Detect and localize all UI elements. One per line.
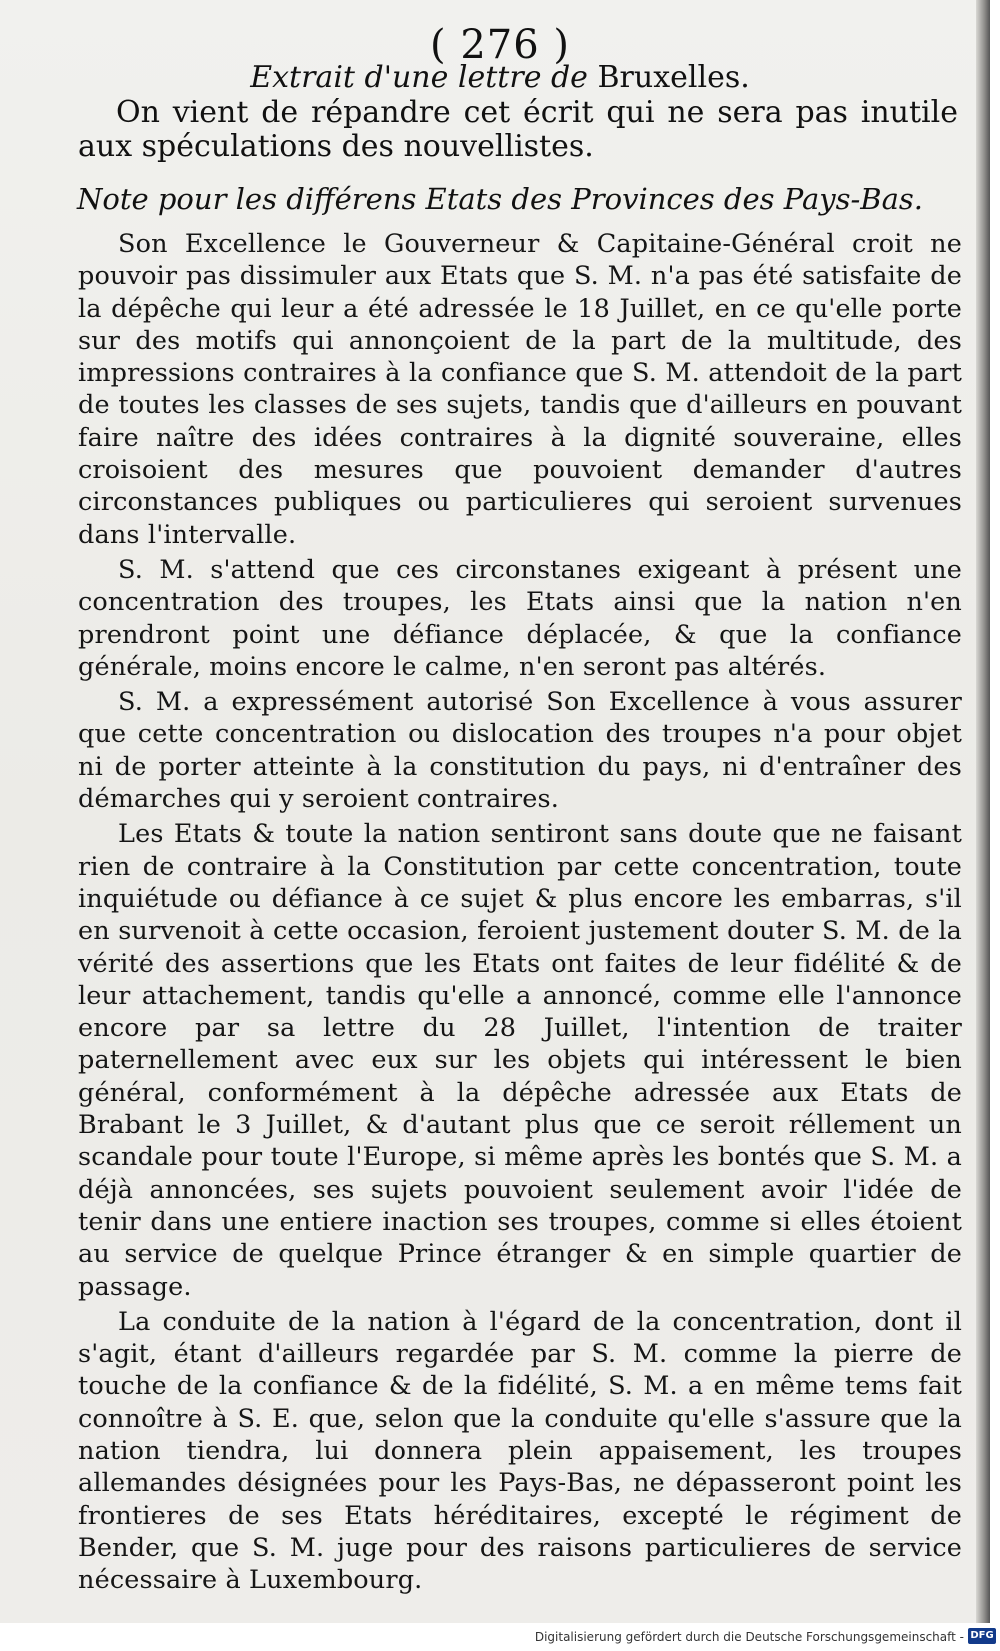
header-place: Bruxelles. xyxy=(597,60,750,95)
paragraph: S. M. a expressément autorisé Son Excellence à vous assurer que cette concentration ou dislocation des troupes n'a pour objet ni de porter atteinte à la constitution du pays, ni d'entraîner des démarches qui y seroient contraires. xyxy=(78,687,962,815)
note-body xyxy=(78,228,962,1599)
paragraph: Les Etats & toute la nation sentiront sans doute que ne faisant rien de contraire à la Constitution par cette concentration, toute inquiétude ou défiance à ce sujet & plus encore les embarras, s'il en survenoit à cette occasion, feroient justement douter S. M. de la vérité des assertions que les Etats ont faites de leur fidélité & de leur attachement, tandis qu'elle a annoncé, comme elle l'annonce encore par sa lettre du 28 Juillet, l'intention de traiter paternellement avec eux sur les objets qui intéressent le bien général, conformément à la dépêche adressée aux Etats de Brabant le 3 Juillet, & d'autant plus que ce seroit réllement un scandale pour toute l'Europe, si même après les bontés que S. M. a déjà annoncées, ses sujets pouvoient seulement avoir l'idée de tenir dans une entiere inaction ses troupes, comme si elles étoient au service de quelque Prince étranger & en simple quartier de passage. xyxy=(78,819,962,1302)
note-title: Note pour les différens Etats des Provinces des Pays-Bas. xyxy=(77,182,923,216)
funding-credit: Digitalisierung gefördert durch die Deutsche Forschungsgemeinschaft - xyxy=(534,1630,964,1644)
letter-header xyxy=(0,60,990,95)
paragraph: S. M. s'attend que ces circonstanes exigeant à présent une concentration des troupes, les Etats ainsi que la nation n'en prendront point une défiance déplacée, & que la confiance générale, moins encore le calme, n'en seront pas altérés. xyxy=(78,554,962,682)
paragraph: Son Excellence le Gouverneur & Capitaine-Général croit ne pouvoir pas dissimuler aux Etats que S. M. n'a pas été satisfaite de la dépêche qui leur a été adressée le 18 Juillet, en ce qu'elle porte sur des motifs qui annonçoient de la part de la multitude, des impressions contraires à la confiance que S. M. attendoit de la part de toutes les classes de ses sujets, tandis que d'ailleurs en pouvant faire naître des idées contraires à la dignité souveraine, elles croisoient des mesures que pouvoient demander d'autres circonstances publiques ou particulieres qui seroient survenues dans l'intervalle. xyxy=(78,229,962,550)
footer-bar xyxy=(0,1623,1000,1651)
page-number: ( 276 ) xyxy=(430,22,570,68)
page-edge-shadow xyxy=(976,0,990,1623)
dfg-logo: DFG xyxy=(968,1628,996,1644)
intro-paragraph: On vient de répandre cet écrit qui ne sera pas inutile aux spéculations des nouvellistes. xyxy=(78,95,958,164)
header-italic: Extrait d'une lettre de xyxy=(250,60,588,95)
paragraph: La conduite de la nation à l'égard de la concentration, dont il s'agit, étant d'ailleurs regardée par S. M. comme la pierre de touche de la confiance & de la fidélité, S. M. a en même tems fait connoître à S. E. que, selon que la conduite qu'elle s'assure que la nation tiendra, lui donnera plein appaisement, les troupes allemandes désignées pour les Pays-Bas, ne dépasseront point les frontieres de ses Etats héréditaires, excepté le régiment de Bender, que S. M. juge pour des raisons particulieres de service nécessaire à Luxembourg. xyxy=(78,1306,962,1596)
